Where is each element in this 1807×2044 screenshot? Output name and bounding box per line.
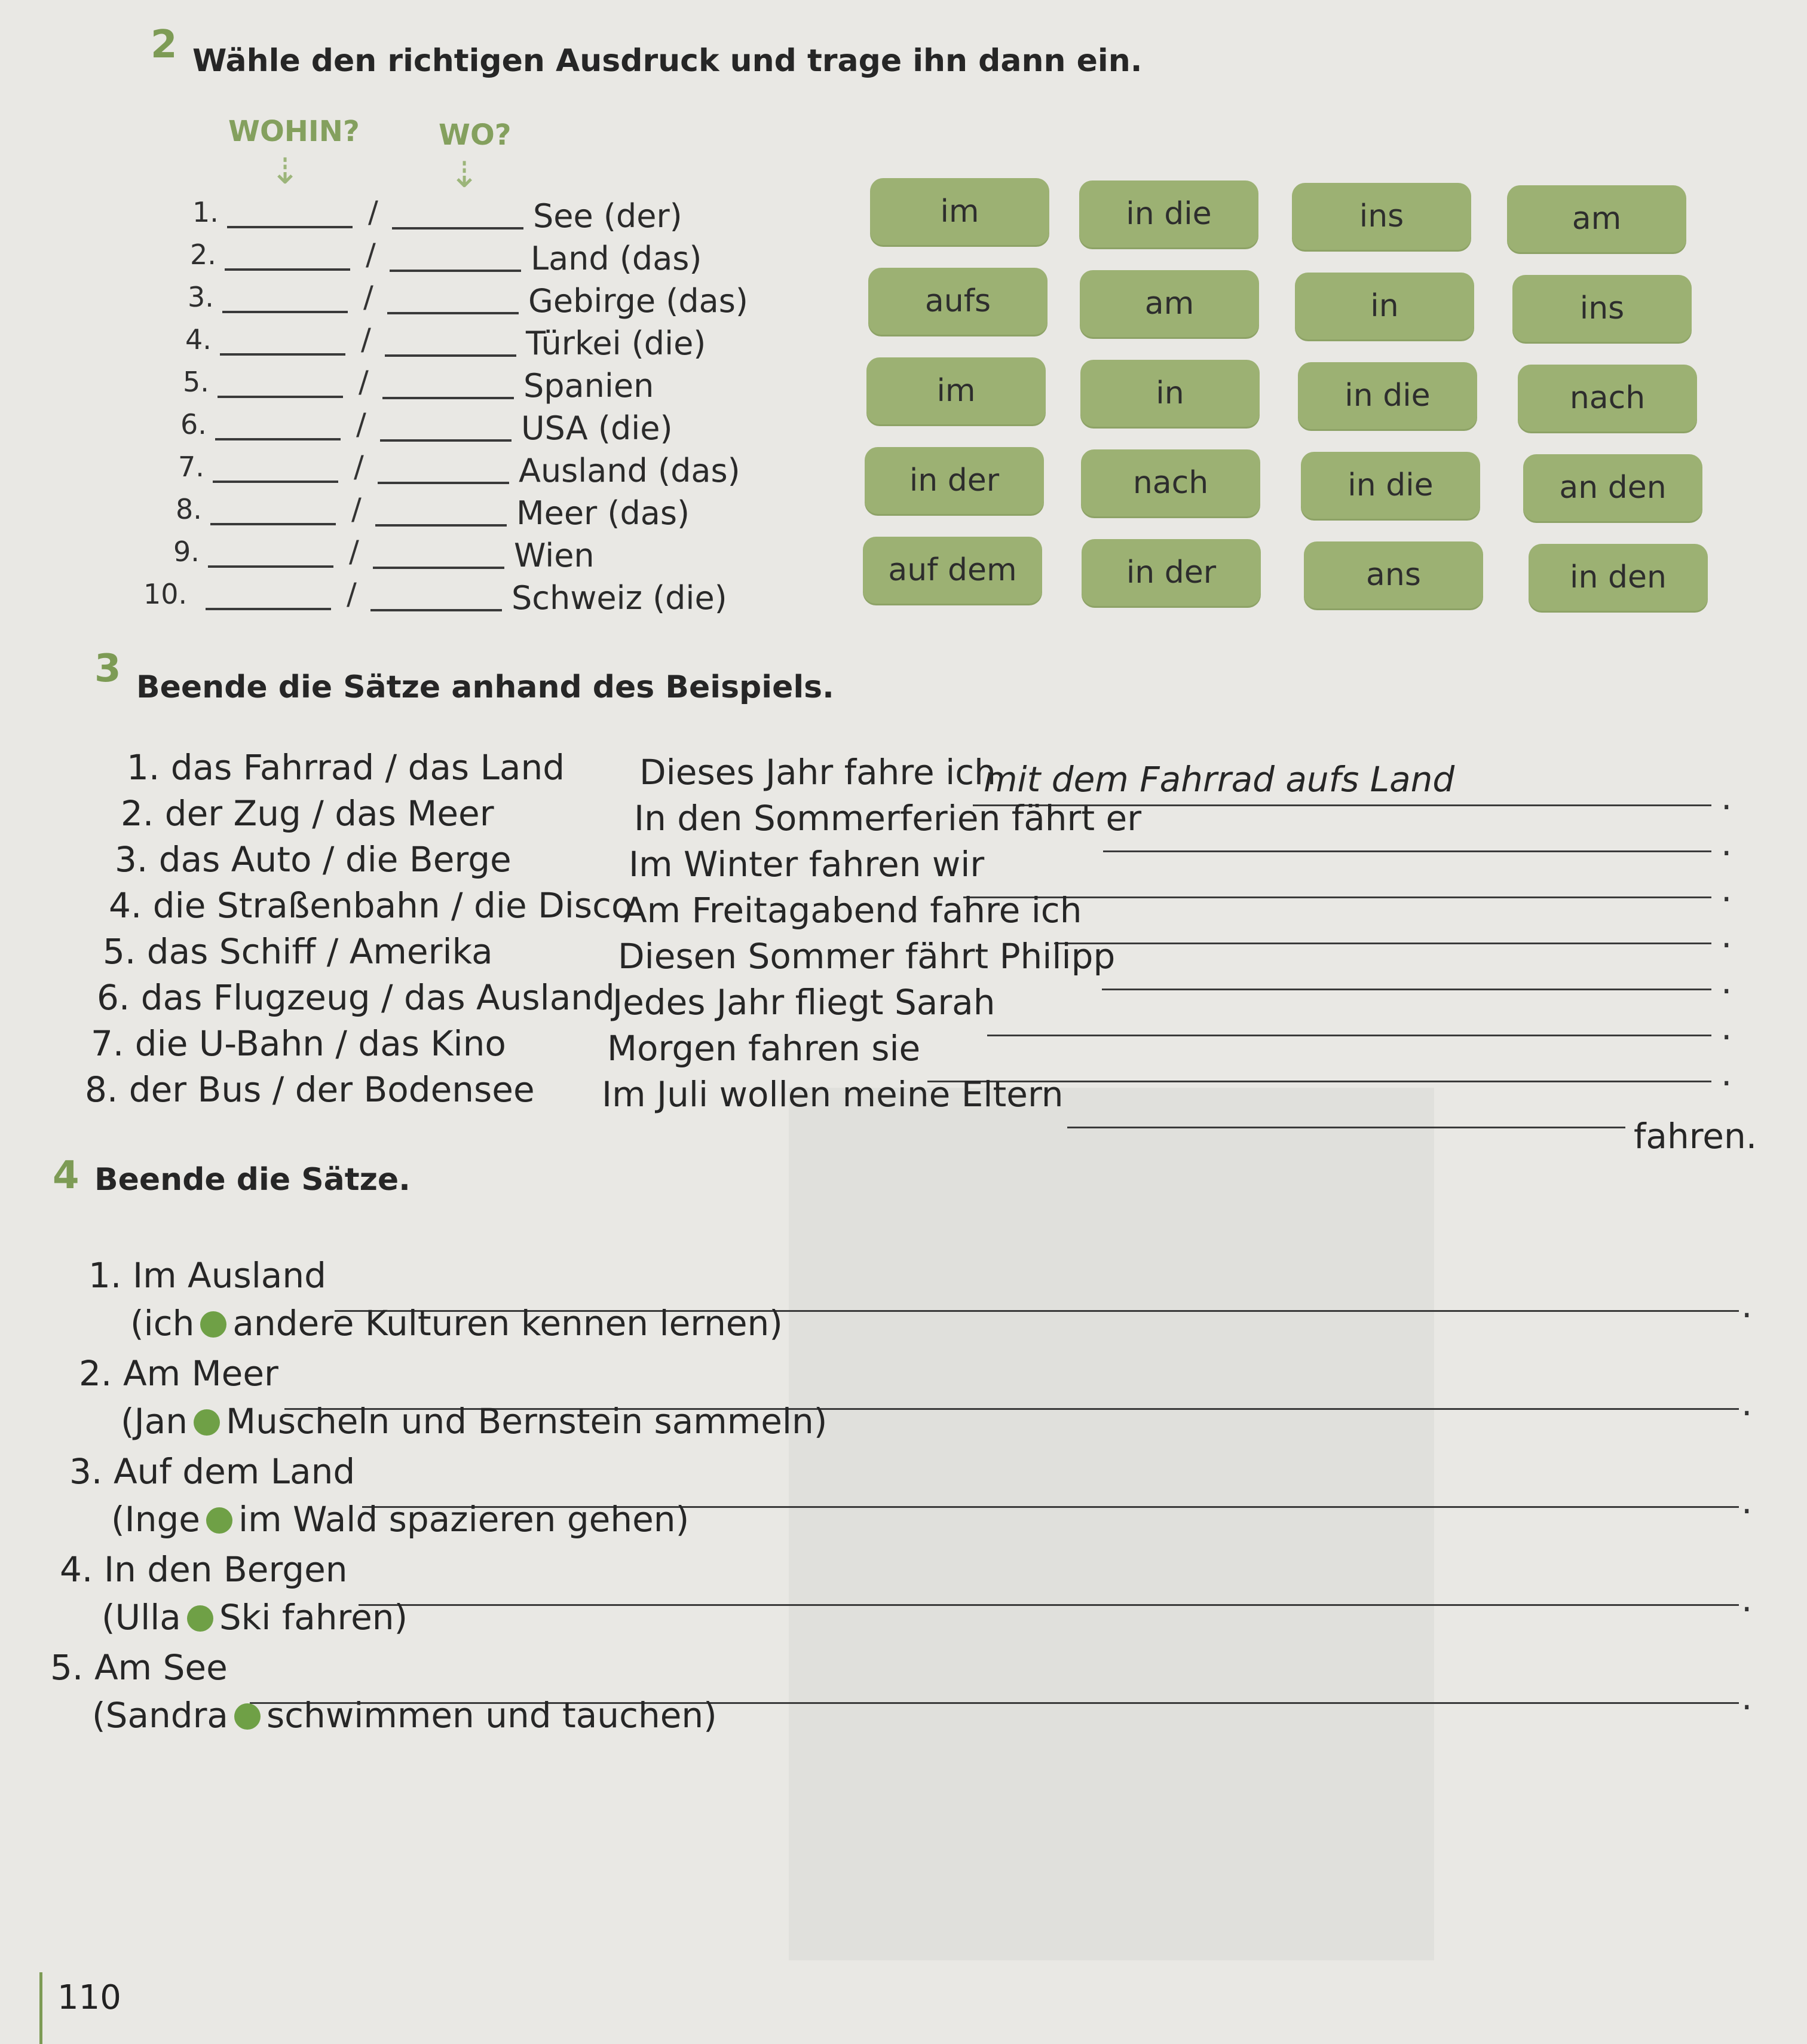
sentence-start: Im Ausland [133,1255,326,1296]
answer-blank-wohin[interactable] [206,608,331,610]
answer-blank-wohin[interactable] [225,268,350,271]
sentence-start: Im Juli wollen meine Eltern [602,1074,1064,1115]
noun-label: Ausland (das) [519,452,740,489]
answer-blank[interactable] [987,1035,1711,1036]
sentence-start: Im Winter fahren wir [629,844,985,885]
noun-label: See (der) [533,197,682,235]
expression-chip: in der [865,447,1044,514]
expression-chip: in den [1529,544,1708,611]
noun-label: Meer (das) [516,494,690,532]
period-mark: . [1721,1007,1732,1048]
verb-slot-dot-icon [187,1605,213,1632]
slash-separator: / [351,492,362,527]
cue-words: 7. die U-Bahn / das Kino [91,1023,506,1064]
period-mark: . [1741,1579,1753,1620]
item-number: 2. [79,1353,112,1394]
item-number: 2. [190,238,216,271]
sentence-start: Am Meer [123,1353,278,1394]
down-arrow-icon: ⇣ [270,151,301,192]
answer-blank[interactable] [1067,1127,1625,1128]
noun-label: Wien [514,537,595,574]
verb-slot-dot-icon [206,1507,232,1534]
hint-rest: schwimmen und tauchen) [266,1695,717,1736]
exercise-3-title: Beende die Sätze anhand des Beispiels. [136,669,834,705]
cue-words: 8. der Bus / der Bodensee [85,1069,535,1110]
expression-chip: nach [1081,449,1260,516]
hint-rest: im Wald spazieren gehen) [238,1499,690,1540]
cue-words: 1. das Fahrrad / das Land [127,747,565,788]
slash-separator: / [366,237,376,272]
period-mark: . [1741,1383,1753,1424]
period-mark: . [1721,823,1732,864]
period-mark: . [1721,869,1732,910]
slash-separator: / [363,280,373,314]
noun-label: Spanien [523,367,654,405]
example-answer: mit dem Fahrrad aufs Land [984,759,1455,800]
item-number: 5. [183,366,209,398]
hint-subject: (ich [130,1303,195,1344]
noun-label: Land (das) [531,240,702,277]
answer-blank-wo[interactable] [378,482,509,484]
hint-line [92,1695,717,1736]
answer-blank-wo[interactable] [392,227,523,230]
answer-blank-wo[interactable] [390,270,521,272]
sentence-end: fahren. [1634,1116,1757,1156]
expression-chip: in [1080,360,1260,427]
exercise-4-number: 4 [53,1153,79,1198]
sentence-start: Am See [94,1647,228,1688]
item-number: 10. [143,578,188,610]
expression-chip: ins [1292,183,1471,250]
answer-blank-wo[interactable] [375,524,507,527]
hint-subject: (Sandra [92,1695,228,1736]
hint-rest: Muscheln und Bernstein sammeln) [226,1401,828,1442]
wo-header: WO? [439,118,512,152]
expression-chip: ans [1304,541,1483,608]
slash-separator: / [347,577,357,611]
answer-blank-wohin[interactable] [208,565,333,568]
noun-label: Schweiz (die) [512,579,727,617]
answer-blank-wohin[interactable] [210,523,336,525]
answer-blank[interactable] [359,1604,1739,1606]
answer-blank-wo[interactable] [385,354,516,357]
item-number: 1. [88,1255,122,1296]
sentence-start: Dieses Jahr fahre ich [639,752,996,792]
cue-words: 4. die Straßenbahn / die Disco [109,885,633,926]
item-number: 4. [60,1549,93,1590]
exercise-4-title: Beende die Sätze. [94,1162,411,1198]
paper-shadow [789,1088,1434,1960]
expression-chip: aufs [868,268,1048,335]
item-number: 9. [173,536,200,568]
exercise-3-number: 3 [94,647,121,691]
expression-chip: in die [1298,362,1477,429]
item-number: 3. [188,281,214,313]
expression-chip: am [1507,185,1686,252]
item-number: 3. [69,1451,103,1492]
verb-slot-dot-icon [234,1703,261,1730]
period-mark: . [1741,1677,1753,1718]
period-mark: . [1721,961,1732,1002]
slash-separator: / [356,407,366,442]
verb-slot-dot-icon [200,1311,226,1338]
verb-slot-dot-icon [194,1409,220,1436]
item-number: 7. [178,451,204,483]
answer-blank[interactable] [1102,989,1711,990]
expression-chip: im [866,357,1046,424]
hint-line [121,1401,827,1442]
hint-rest: andere Kulturen kennen lernen) [232,1303,783,1344]
answer-blank-wohin[interactable] [213,481,338,483]
answer-blank-wo[interactable] [373,567,504,569]
period-mark: . [1721,915,1732,956]
answer-blank[interactable] [1054,943,1711,944]
item-number: 4. [185,323,212,356]
hint-subject: (Jan [121,1401,188,1442]
item-number: 1. [192,196,219,228]
period-mark: . [1741,1285,1753,1326]
answer-blank-wo[interactable] [387,312,519,314]
item-number: 8. [176,493,202,525]
hint-line [102,1597,408,1638]
answer-blank-wo[interactable] [370,609,502,611]
hint-line [111,1499,689,1540]
exercise-2-title: Wähle den richtigen Ausdruck und trage ihn dann ein. [192,43,1143,79]
answer-blank-wohin[interactable] [227,226,353,228]
wohin-header: WOHIN? [228,115,360,148]
sentence-start: Morgen fahren sie [607,1028,921,1069]
noun-label: Türkei (die) [526,325,706,362]
answer-blank-wohin[interactable] [222,311,348,313]
answer-blank-wohin[interactable] [220,353,345,356]
expression-chip: im [870,178,1049,245]
period-mark: . [1741,1481,1753,1522]
answer-blank-wo[interactable] [380,439,512,442]
page-margin-rule [39,1972,42,2044]
sentence-start: In den Bergen [104,1549,348,1590]
sentence-start: Jedes Jahr fliegt Sarah [612,982,996,1023]
hint-subject: (Inge [111,1499,200,1540]
slash-separator: / [354,449,364,484]
slash-separator: / [368,195,378,230]
item-number: 6. [180,408,207,440]
expression-chip: in die [1301,452,1480,519]
hint-rest: Ski fahren) [219,1597,408,1638]
sentence-start: Auf dem Land [114,1451,356,1492]
sentence-start: In den Sommerferien fährt er [634,798,1142,839]
down-arrow-icon: ⇣ [449,154,480,196]
cue-words: 6. das Flugzeug / das Ausland [97,977,615,1018]
cue-words: 5. das Schiff / Amerika [103,931,493,972]
period-mark: . [1721,777,1732,818]
expression-chip: ins [1512,275,1692,342]
item-number: 5. [50,1647,84,1688]
noun-label: Gebirge (das) [528,282,748,320]
cue-words: 2. der Zug / das Meer [121,793,494,834]
expression-chip: auf dem [863,537,1042,604]
expression-chip: nach [1518,365,1697,432]
hint-subject: (Ulla [102,1597,181,1638]
expression-chip: in die [1079,180,1258,247]
expression-chip: in der [1082,539,1261,606]
period-mark: . [1721,1053,1732,1094]
expression-chip: in [1295,273,1474,339]
noun-label: USA (die) [521,409,673,447]
exercise-2-number: 2 [151,23,177,67]
slash-separator: / [361,322,371,357]
answer-blank-wohin[interactable] [215,438,341,440]
hint-line [130,1303,783,1344]
sentence-start: Am Freitagabend fahre ich [623,890,1082,931]
answer-blank-wohin[interactable] [218,396,343,398]
expression-chip: an den [1523,454,1702,521]
slash-separator: / [349,534,359,569]
expression-chip: am [1080,270,1259,337]
page-number: 110 [57,1978,121,2017]
sentence-start: Diesen Sommer fährt Philipp [618,936,1116,977]
answer-blank-wo[interactable] [382,397,514,399]
slash-separator: / [359,365,369,399]
answer-blank[interactable] [1103,850,1711,852]
cue-words: 3. das Auto / die Berge [115,839,512,880]
